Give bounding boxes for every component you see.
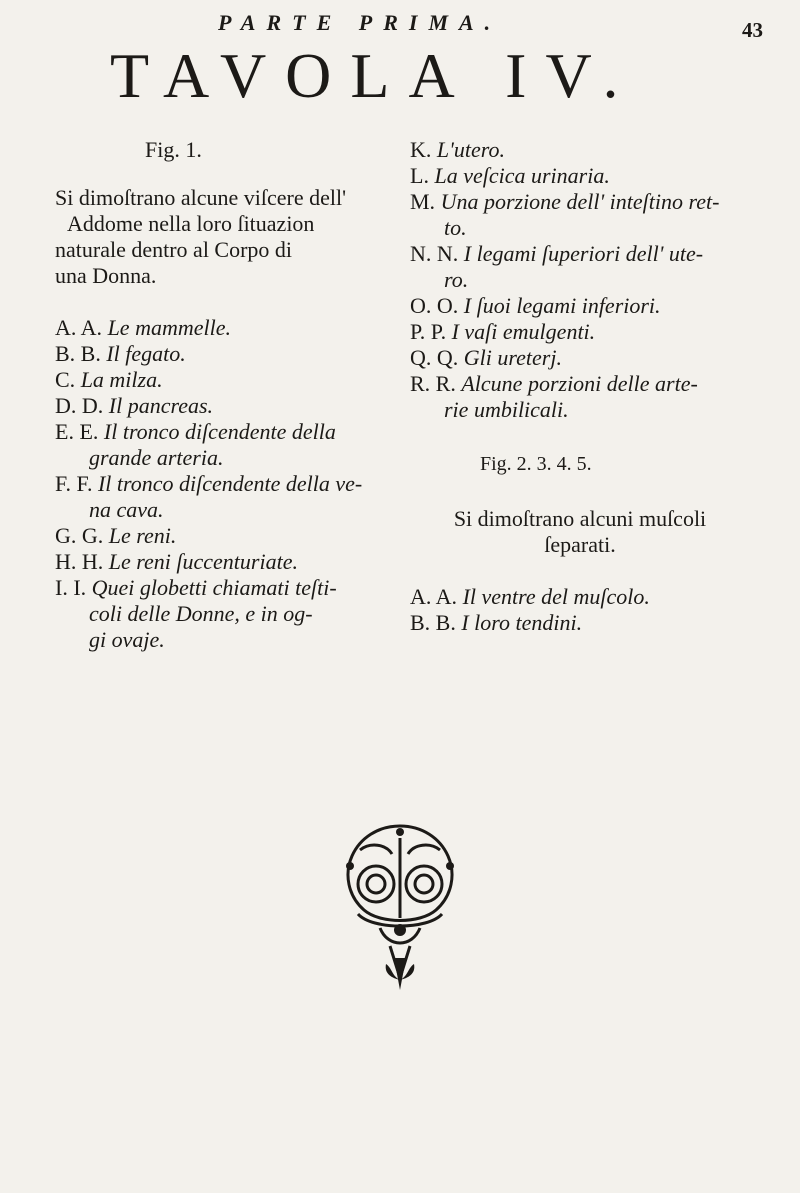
legend-label: G. G. [55,523,104,548]
legend-text: Gli ureterj. [463,345,562,370]
figure-1-legend-continued [410,137,780,423]
intro-line: ſeparati. [544,532,616,557]
legend-text: Quei globetti chiamati teſti- [91,575,337,600]
intro-line: Addome nella loro ſituazion [67,211,315,236]
legend-text: Il ventre del muſcolo. [462,584,650,609]
legend-text: I legami ſuperiori dell' ute- [463,241,704,266]
legend-text: Le reni ſuccenturiate. [108,549,298,574]
left-column [55,137,400,653]
legend-text: Le mammelle. [107,315,231,340]
legend-text-continued: coli delle Donne, e in og- [89,601,313,626]
legend-text-continued: grande arteria. [89,445,224,470]
figures-2-5-legend [410,584,780,636]
legend-label: M. [410,189,436,214]
legend-text-continued: gi ovaje. [89,627,165,652]
legend-text: L'utero. [436,137,505,162]
legend-text: Il tronco diſcendente della ve- [97,471,363,496]
legend-label: L. [410,163,429,188]
legend-label: C. [55,367,76,392]
legend-entry [410,584,780,610]
legend-entry [55,523,400,549]
right-column [410,137,780,636]
legend-entry [410,319,780,345]
legend-entry [55,575,400,653]
legend-entry [410,137,780,163]
legend-label: B. B. [410,610,456,635]
floral-tailpiece-icon [330,818,470,998]
legend-text: I vaſi emulgenti. [451,319,596,344]
legend-label: Q. Q. [410,345,459,370]
legend-text: I ſuoi legami inferiori. [463,293,661,318]
legend-entry [55,549,400,575]
page-number: 43 [742,18,763,42]
legend-entry [55,471,400,523]
legend-label: A. A. [410,584,458,609]
legend-label: D. D. [55,393,104,418]
legend-label: H. H. [55,549,104,574]
legend-text-continued: rie umbilicali. [444,397,569,422]
legend-entry [410,293,780,319]
intro-line: una Donna. [55,263,157,288]
plate-title: TAVOLA IV. [110,40,638,111]
intro-line: Si dimoſtrano alcune viſcere dell' [55,185,347,210]
legend-text: Una porzione dell' inteſtino ret- [440,189,720,214]
legend-text: I loro tendini. [461,610,583,635]
legend-entry [410,610,780,636]
figure-1-legend [55,315,400,653]
figure-1-heading: Fig. 1. [145,137,202,162]
legend-label: P. P. [410,319,447,344]
legend-entry [55,341,400,367]
legend-entry [410,241,780,293]
legend-text-continued: ro. [444,267,469,292]
legend-label: A. A. [55,315,103,340]
legend-label: F. F. [55,471,93,496]
legend-label: B. B. [55,341,101,366]
figures-2-5-heading: Fig. 2. 3. 4. 5. [480,453,592,475]
legend-text-continued: to. [444,215,467,240]
legend-entry [410,189,780,241]
legend-entry [410,371,780,423]
legend-entry [410,163,780,189]
legend-label: E. E. [55,419,99,444]
legend-text: La milza. [80,367,163,392]
intro-line: naturale dentro al Corpo di [55,237,293,262]
intro-line: Si dimoſtrano alcuni muſcoli [453,506,707,531]
legend-text: Il tronco diſcendente della [103,419,336,444]
legend-label: I. I. [55,575,87,600]
legend-text: La veſcica urinaria. [434,163,610,188]
legend-entry [55,393,400,419]
legend-entry [55,419,400,471]
legend-text: Le reni. [108,523,177,548]
legend-text: Alcune porzioni delle arte- [461,371,698,396]
legend-entry [55,315,400,341]
running-head: PARTE PRIMA. [218,10,502,35]
legend-label: N. N. [410,241,459,266]
legend-label: O. O. [410,293,459,318]
figure-1-intro [55,185,400,289]
legend-text-continued: na cava. [89,497,164,522]
legend-text: Il pancreas. [108,393,214,418]
figures-2-5-intro [410,506,780,558]
legend-label: K. [410,137,432,162]
legend-entry [55,367,400,393]
legend-text: Il fegato. [106,341,186,366]
legend-label: R. R. [410,371,456,396]
legend-entry [410,345,780,371]
